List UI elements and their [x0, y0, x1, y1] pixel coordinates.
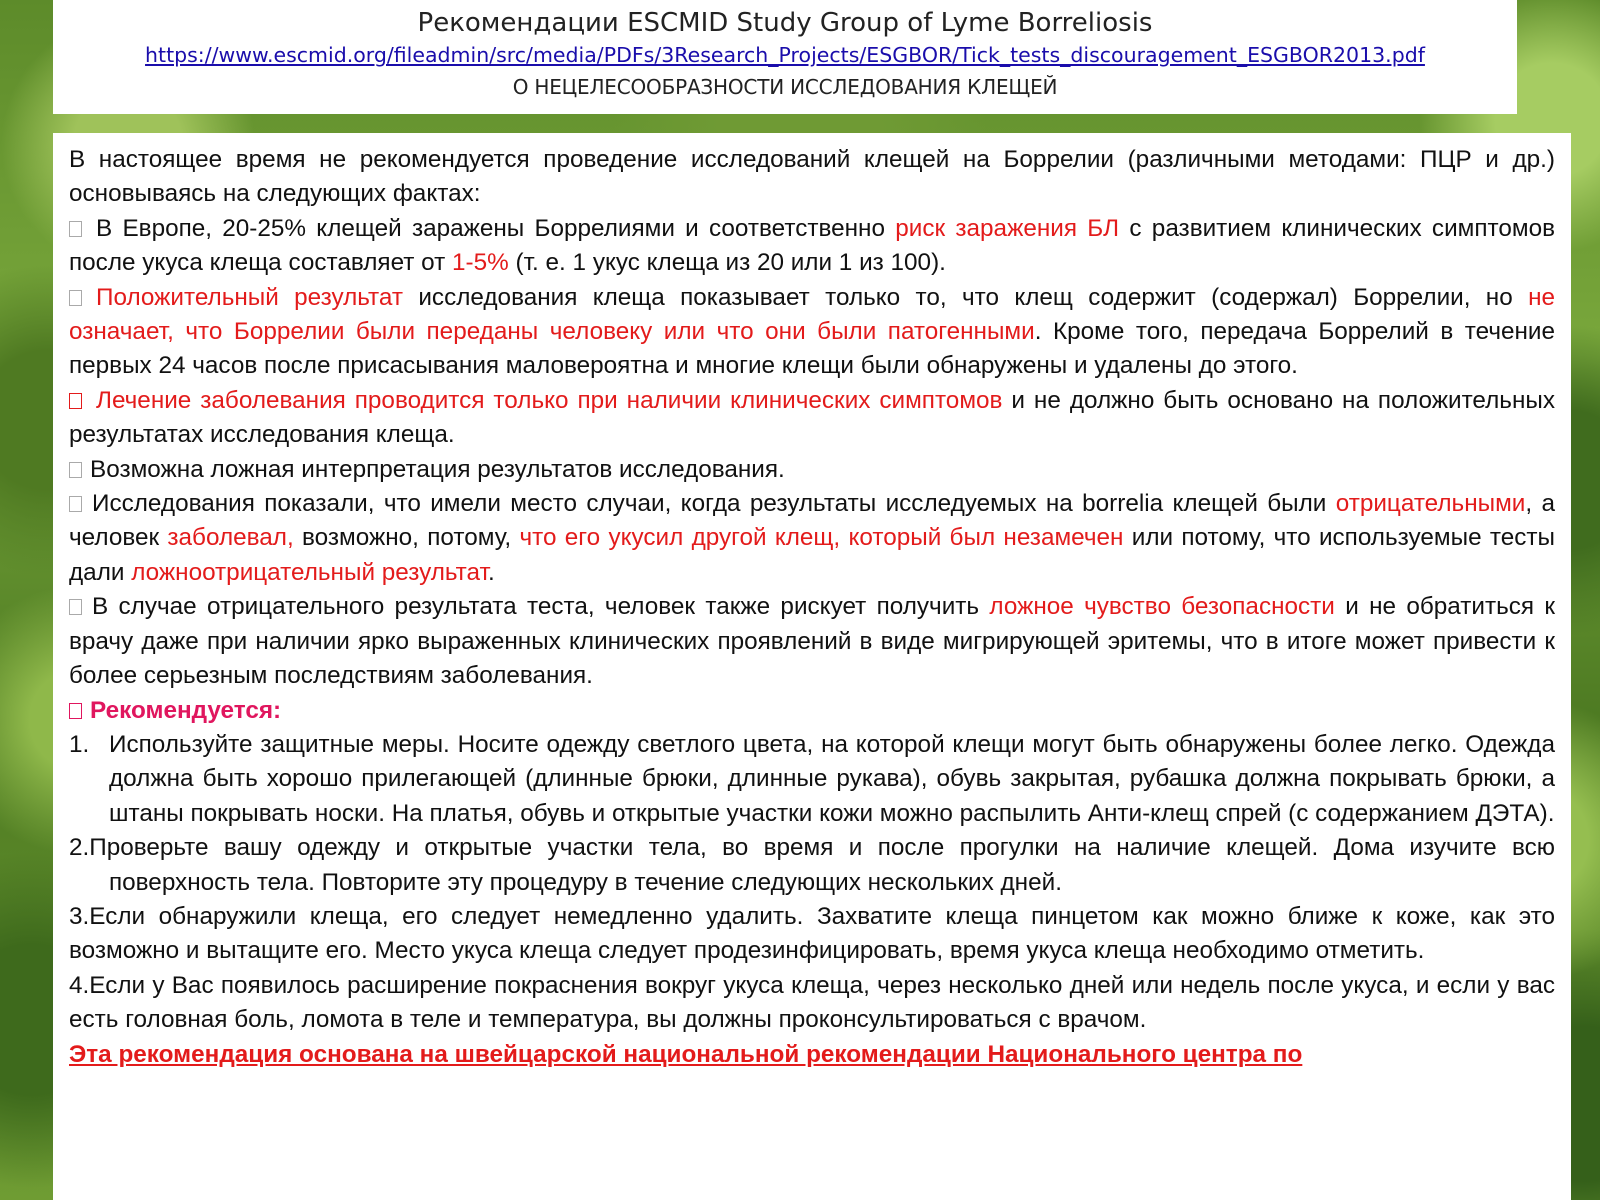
footer-note: Эта рекомендация основана на швейцарской национальной рекомендации Национального центра по	[69, 1040, 1303, 1068]
intro-paragraph: В настоящее время не рекомендуется проведение исследований клещей на Боррелии (различными методами: ПЦР и др.) основываясь на следующих фактах:	[69, 146, 1555, 208]
recommendation-item: 4.Если у Вас появилось расширение покраснения вокруг укуса клеща, через несколько дней или недель после укуса, и если у вас есть головная боль, ломота в теле и температура, вы должны проконсультироваться с врачом.	[69, 971, 1555, 1034]
recommendation-item: 3.Если обнаружили клеща, его следует немедленно удалить. Захватите клеща пинцетом как можно ближе к коже, как это возможно и вытащите его. Место укуса клеща следует продезинфицировать, время укуса клеща необходимо отметить.	[69, 902, 1555, 965]
bullet-box-icon	[69, 462, 82, 478]
content-panel	[53, 133, 1571, 1200]
page-subtitle: О НЕЦЕЛЕСООБРАЗНОСТИ ИССЛЕДОВАНИЯ КЛЕЩЕЙ	[512, 75, 1058, 99]
fact-item: В Европе, 20-25% клещей заражены Боррелиями и соответственно риск заражения БЛ с развитием клинических симптомов после укуса клеща составляет от 1-5% (т. е. 1 укус клеща из 20 или 1 из 100).	[69, 214, 1555, 277]
bullet-box-icon	[69, 221, 82, 237]
content-body	[69, 143, 1555, 1072]
recommendation-item: 1. Используйте защитные меры. Носите одежду светлого цвета, на которой клещи могут быть обнаружены более легко. Одежда должна быть хорошо прилегающей (длинные брюки, длинные рукава), обувь закрытая, рубашка должна покрывать брюки, а штаны покрывать носки. На платья, обувь и открытые участки кожи можно распылить Анти-клещ спрей (с содержанием ДЭТА).	[69, 730, 1555, 827]
bullet-box-icon	[69, 496, 82, 512]
bullet-box-icon	[69, 393, 82, 409]
fact-item: Лечение заболевания проводится только при наличии клинических симптомов и не должно быть основано на положительных результатах исследования клеща.	[69, 386, 1556, 449]
bullet-box-icon	[69, 703, 82, 719]
source-link[interactable]: https://www.escmid.org/fileadmin/src/media/PDFs/3Research_Projects/ESGBOR/Tick_tests_discouragement_ESGBOR2013.pdf	[145, 43, 1425, 67]
fact-item: Положительный результат исследования клеща показывает только то, что клещ содержит (содержал) Боррелии, но не означает, что Боррелии были переданы человеку или что они были патогенными. Кроме того, передача Боррелий в течение первых 24 часов после присасывания маловероятна и многие клещи были обнаружены и удалены до этого.	[69, 283, 1555, 380]
page-title: Рекомендации ESCMID Study Group of Lyme Borreliosis	[417, 8, 1153, 38]
recommendation-item: 2.Проверьте вашу одежду и открытые участки тела, во время и после прогулки на наличие клещей. Дома изучите всю поверхность тела. Повторите эту процедуру в течение следующих нескольких дней.	[69, 834, 1555, 896]
fact-item: В случае отрицательного результата теста, человек также рискует получить ложное чувство безопасности и не обратиться к врачу даже при наличии ярко выраженных клинических проявлений в виде мигрирующей эритемы, что в итоге может привести к более серьезным последствиям заболевания.	[69, 593, 1555, 690]
fact-item: Исследования показали, что имели место случаи, когда результаты исследуемых на borrelia клещей были отрицательными, а человек заболевал, возможно, потому, что его укусил другой клещ, который был незамечен или потому, что используемые тесты дали ложноотрицательный результат.	[69, 490, 1556, 586]
bullet-box-icon	[69, 290, 82, 306]
bullet-box-icon	[69, 599, 82, 615]
recommend-heading: Рекомендуется:	[69, 694, 1555, 728]
fact-item: Возможна ложная интерпретация результатов исследования.	[69, 453, 1555, 487]
title-banner	[53, 0, 1517, 114]
